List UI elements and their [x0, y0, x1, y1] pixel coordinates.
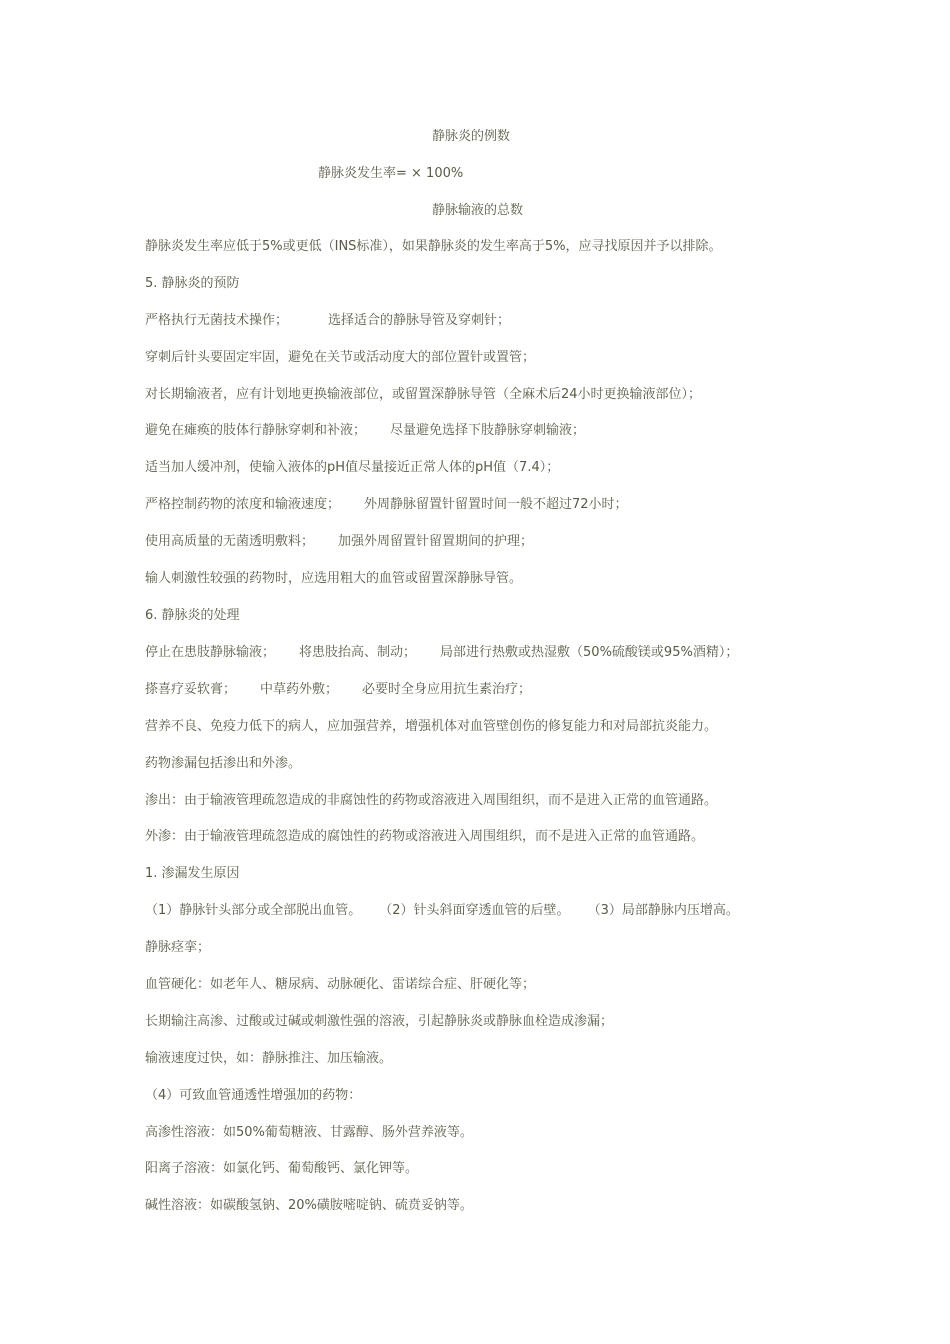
text-segment: 严格控制药物的浓度和输液速度；: [145, 497, 341, 512]
text-segment: 搽喜疗妥软膏；: [145, 682, 237, 697]
text-segment: 停止在患肢静脉输液；: [145, 645, 276, 660]
text-segment: 将患肢抬高、制动；: [299, 645, 417, 660]
paragraph-treatment-2: [145, 681, 531, 699]
heading-treatment: 6. 静脉炎的处理: [145, 608, 240, 623]
paragraph-causes-5: 输液速度过快，如：静脉推注、加压输液。: [145, 1051, 393, 1066]
paragraph-prevention-6: [145, 496, 628, 514]
text-segment: 外周静脉留置针留置时间一般不超过72小时；: [364, 497, 628, 512]
paragraph-causes-8: 阳离子溶液：如氯化钙、葡萄酸钙、氯化钾等。: [145, 1161, 419, 1176]
paragraph-prevention-1: [145, 312, 510, 330]
text-segment: （1）静脉针头部分或全部脱出血管。: [145, 903, 362, 918]
paragraph-treatment-3: 营养不良、免疫力低下的病人，应加强营养，增强机体对血管壁创伤的修复能力和对局部抗炎能力。: [145, 719, 718, 734]
paragraph-prevention-4: [145, 422, 585, 440]
text-segment: （3）局部静脉内压增高。: [587, 903, 739, 918]
text-segment: 选择适合的静脉导管及穿刺针；: [328, 313, 511, 328]
paragraph-extravasation-definition: 外渗：由于输液管理疏忽造成的腐蚀性的药物或溶液进入周围组织，而不是进入正常的血管通路。: [145, 829, 705, 844]
formula-denominator: 静脉输液的总数: [432, 203, 524, 218]
text-segment: （2）针头斜面穿透血管的后壁。: [379, 903, 570, 918]
paragraph-prevention-3: 对长期输液者，应有计划地更换输液部位，或留置深静脉导管（全麻术后24小时更换输液部位）；: [145, 387, 702, 402]
paragraph-causes-3: 血管硬化：如老年人、糖尿病、动脉硬化、雷诺综合症、肝硬化等；: [145, 977, 536, 992]
paragraph-causes-7: 高渗性溶液：如50%葡萄糖液、甘露醇、肠外营养液等。: [145, 1125, 473, 1140]
paragraph-prevention-8: 输人刺激性较强的药物时，应选用粗大的血管或留置深静脉导管。: [145, 571, 523, 586]
text-segment: 必要时全身应用抗生素治疗；: [362, 682, 532, 697]
formula-left: 静脉炎发生率= × 100%: [318, 166, 464, 181]
text-segment: 加强外周留置针留置期间的护理；: [338, 534, 534, 549]
paragraph-incidence-standard: 静脉炎发生率应低于5%或更低（INS标准），如果静脉炎的发生率高于5%，应寻找原因并予以排除。: [145, 239, 722, 254]
paragraph-prevention-7: [145, 533, 533, 551]
paragraph-causes-2: 静脉痉挛；: [145, 940, 211, 955]
paragraph-infiltration-definition: 渗出：由于输液管理疏忽造成的非腐蚀性的药物或溶液进入周围组织，而不是进入正常的血管通路。: [145, 793, 718, 808]
paragraph-causes-4: 长期输注高渗、过酸或过碱或刺激性强的溶液，引起静脉炎或静脉血栓造成渗漏；: [145, 1014, 614, 1029]
text-segment: 严格执行无菌技术操作；: [145, 313, 289, 328]
paragraph-causes-9: 碱性溶液：如碳酸氢钠、20%磺胺嘧啶钠、硫贲妥钠等。: [145, 1198, 473, 1213]
paragraph-prevention-2: 穿刺后针头要固定牢固，避免在关节或活动度大的部位置针或置管；: [145, 350, 536, 365]
text-segment: 局部进行热敷或热湿敷（50%硫酸镁或95%酒精）；: [440, 645, 739, 660]
paragraph-causes-6: （4）可致血管通透性增强加的药物：: [145, 1088, 362, 1103]
paragraph-causes-1: [145, 902, 739, 920]
formula-numerator: 静脉炎的例数: [432, 129, 511, 144]
heading-prevention: 5. 静脉炎的预防: [145, 276, 240, 291]
text-segment: 避免在瘫痪的肢体行静脉穿刺和补液；: [145, 423, 367, 438]
paragraph-prevention-5: 适当加人缓冲剂，使输入液体的pH值尽量接近正常人体的pH值（7.4）；: [145, 460, 560, 475]
text-segment: 尽量避免选择下肢静脉穿刺输液；: [390, 423, 586, 438]
text-segment: 中草药外敷；: [260, 682, 339, 697]
heading-causes: 1. 渗漏发生原因: [145, 866, 240, 881]
text-segment: 使用高质量的无菌透明敷料；: [145, 534, 315, 549]
paragraph-extravasation-intro: 药物渗漏包括渗出和外渗。: [145, 756, 302, 771]
paragraph-treatment-1: [145, 644, 738, 662]
